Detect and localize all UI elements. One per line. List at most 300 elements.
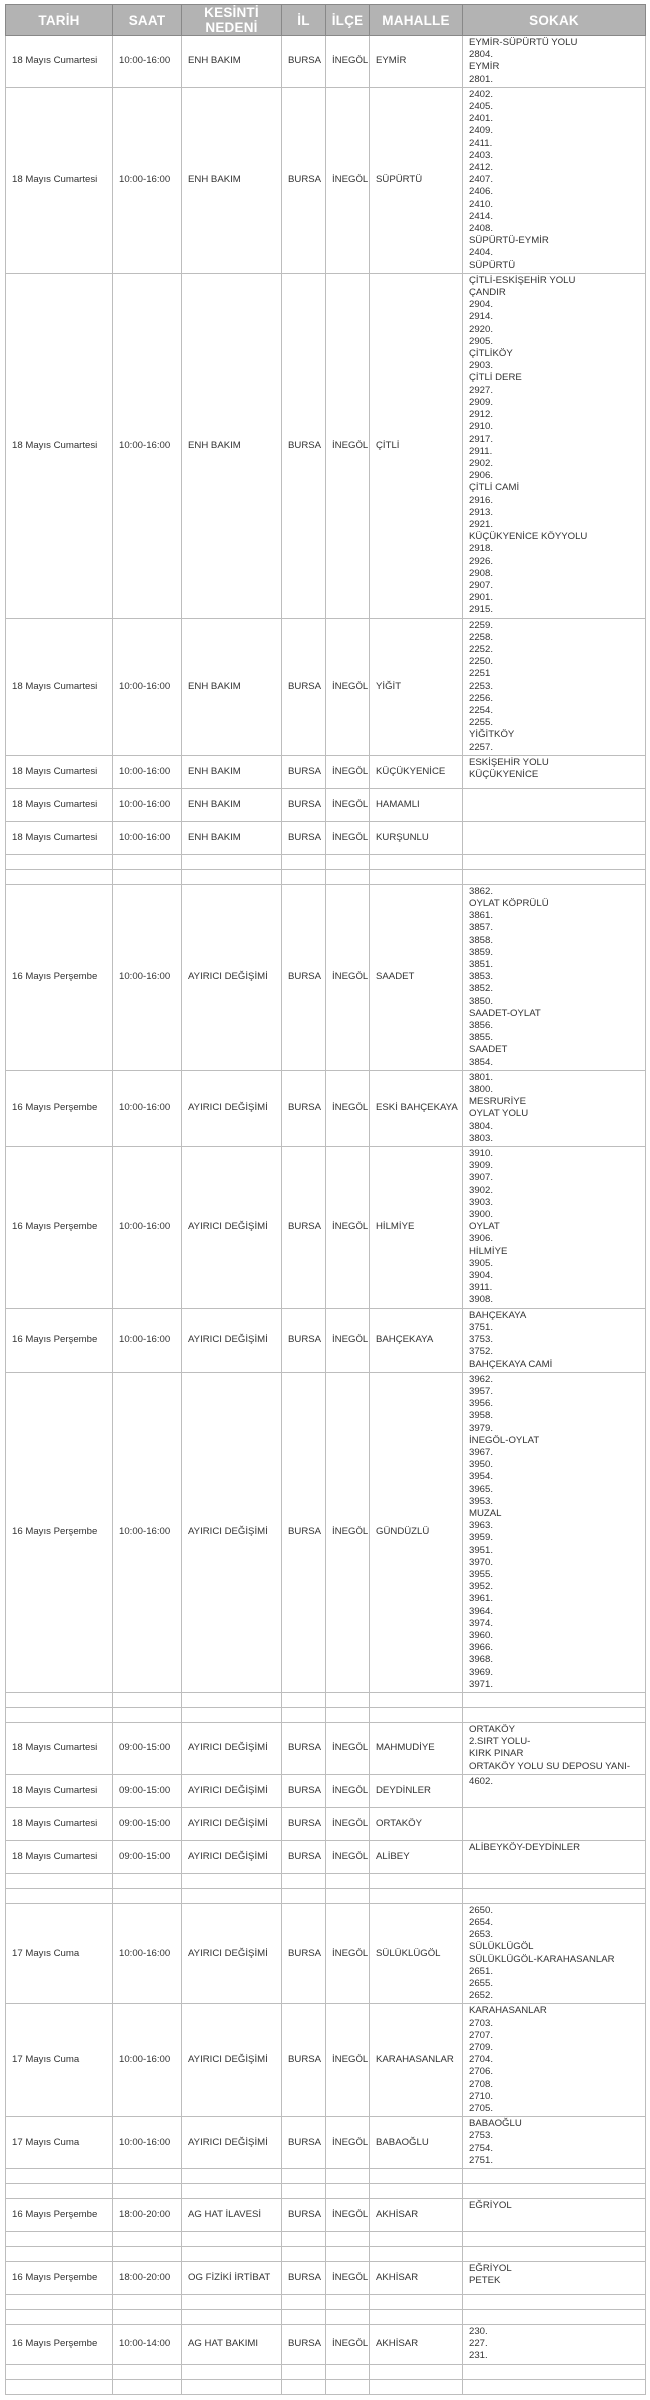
empty-cell (282, 1707, 326, 1722)
street-name: 3850. (469, 995, 494, 1007)
empty-cell (113, 2232, 182, 2247)
time-cell: 10:00-16:00 (113, 273, 182, 618)
street-name: YİĞİTKÖY (469, 729, 515, 741)
empty-cell (182, 1873, 282, 1888)
empty-cell (326, 2364, 370, 2379)
street-list-cell (463, 87, 646, 273)
street-name: 2918. (469, 543, 494, 555)
date-cell: 17 Mayıs Cuma (6, 1903, 113, 2004)
street-name: 3956. (469, 1398, 494, 1410)
reason-cell: AYIRICI DEĞİŞİMİ (182, 1308, 282, 1372)
date-cell: 16 Mayıs Perşembe (6, 2262, 113, 2295)
time-cell: 09:00-15:00 (113, 1722, 182, 1774)
street-name: 3955. (469, 1568, 494, 1580)
empty-cell (370, 1692, 463, 1707)
street-name: 2926. (469, 555, 494, 567)
empty-cell (182, 1692, 282, 1707)
table-row (6, 821, 646, 854)
empty-cell (282, 2232, 326, 2247)
street-name: 3957. (469, 1385, 494, 1397)
province-cell: BURSA (282, 618, 326, 755)
province-cell: BURSA (282, 821, 326, 854)
street-list-cell (463, 755, 646, 788)
empty-row (6, 2169, 646, 2184)
empty-cell (6, 2364, 113, 2379)
date-cell: 18 Mayıs Cumartesi (6, 87, 113, 273)
time-cell: 10:00-16:00 (113, 755, 182, 788)
empty-cell (326, 1707, 370, 1722)
date-cell: 17 Mayıs Cuma (6, 2117, 113, 2169)
time-cell: 10:00-16:00 (113, 1147, 182, 1309)
street-name: 3803. (469, 1132, 494, 1144)
street-name: ORTAKÖY (469, 1723, 516, 1735)
empty-cell (326, 2310, 370, 2325)
street-name: 3959. (469, 1532, 494, 1544)
street-name: 2903. (469, 360, 494, 372)
neighborhood-cell: AKHİSAR (370, 2325, 463, 2365)
empty-row (6, 2247, 646, 2262)
street-name: MUZAL (469, 1507, 502, 1519)
empty-row (6, 2295, 646, 2310)
street-name: 3910. (469, 1148, 494, 1160)
neighborhood-cell: YİĞİT (370, 618, 463, 755)
street-name: 3971. (469, 1678, 494, 1690)
empty-cell (113, 869, 182, 884)
empty-cell (182, 2364, 282, 2379)
empty-cell (182, 2232, 282, 2247)
empty-cell (113, 2364, 182, 2379)
table-row (6, 618, 646, 755)
empty-cell (326, 2379, 370, 2394)
street-name: 2401. (469, 113, 494, 125)
empty-cell (370, 2379, 463, 2394)
street-name: 2910. (469, 421, 494, 433)
table-row (6, 884, 646, 1070)
street-name: 2904. (469, 299, 494, 311)
street-name: 2915. (469, 604, 494, 616)
street-name: 3963. (469, 1520, 494, 1532)
empty-cell (282, 2364, 326, 2379)
empty-cell (326, 1692, 370, 1707)
street-list-cell (463, 618, 646, 755)
empty-cell (113, 1707, 182, 1722)
reason-cell: ENH BAKIM (182, 273, 282, 618)
empty-row (6, 1692, 646, 1707)
street-name: 2709. (469, 2042, 494, 2054)
street-name: 2920. (469, 323, 494, 335)
street-name: 2708. (469, 2078, 494, 2090)
empty-cell (113, 2295, 182, 2310)
table-row (6, 1774, 646, 1807)
street-name: 3952. (469, 1581, 494, 1593)
street-name: 3958. (469, 1410, 494, 1422)
district-cell: İNEGÖL (326, 1372, 370, 1692)
date-cell: 18 Mayıs Cumartesi (6, 755, 113, 788)
street-list-cell (463, 1807, 646, 1840)
time-cell: 10:00-16:00 (113, 821, 182, 854)
street-name: 2706. (469, 2066, 494, 2078)
date-cell: 18 Mayıs Cumartesi (6, 788, 113, 821)
street-name: 2250. (469, 656, 494, 668)
empty-cell (113, 2379, 182, 2394)
table-row (6, 36, 646, 88)
neighborhood-cell: ORTAKÖY (370, 1807, 463, 1840)
empty-cell (370, 869, 463, 884)
street-list-cell (463, 1070, 646, 1146)
district-cell: İNEGÖL (326, 821, 370, 854)
date-cell: 18 Mayıs Cumartesi (6, 1807, 113, 1840)
street-name: 3904. (469, 1270, 494, 1282)
empty-cell (463, 2364, 646, 2379)
province-cell: BURSA (282, 36, 326, 88)
empty-cell (113, 2310, 182, 2325)
province-cell: BURSA (282, 1807, 326, 1840)
street-name: 3966. (469, 1642, 494, 1654)
street-name: 3967. (469, 1446, 494, 1458)
district-cell: İNEGÖL (326, 87, 370, 273)
street-list-cell (463, 2199, 646, 2232)
street-name: 2405. (469, 101, 494, 113)
street-name: EYMİR-SÜPÜRTÜ YOLU (469, 37, 578, 48)
street-name: 2906. (469, 470, 494, 482)
street-name: 3950. (469, 1459, 494, 1471)
table-row (6, 1070, 646, 1146)
empty-cell (6, 1888, 113, 1903)
neighborhood-cell: HİLMİYE (370, 1147, 463, 1309)
empty-cell (6, 2379, 113, 2394)
empty-cell (370, 2184, 463, 2199)
street-name: 2408. (469, 223, 494, 235)
empty-cell (326, 1873, 370, 1888)
street-name: 2705. (469, 2103, 494, 2115)
street-name: 2912. (469, 409, 494, 421)
empty-cell (463, 2379, 646, 2394)
street-name: EYMİR (469, 61, 500, 73)
date-cell: 18 Mayıs Cumartesi (6, 1774, 113, 1807)
street-name: 2409. (469, 125, 494, 137)
empty-cell (463, 1888, 646, 1903)
empty-cell (6, 2169, 113, 2184)
empty-cell (326, 2184, 370, 2199)
street-name: 3800. (469, 1084, 494, 1096)
empty-cell (182, 2310, 282, 2325)
date-cell: 18 Mayıs Cumartesi (6, 618, 113, 755)
reason-cell: AYIRICI DEĞİŞİMİ (182, 1903, 282, 2004)
street-name: 3902. (469, 1184, 494, 1196)
district-cell: İNEGÖL (326, 2325, 370, 2365)
empty-cell (370, 2364, 463, 2379)
street-name: 2251 (469, 668, 491, 680)
empty-cell (370, 854, 463, 869)
street-name: 2710. (469, 2090, 494, 2102)
date-cell: 16 Mayıs Perşembe (6, 1372, 113, 1692)
street-name: 2707. (469, 2029, 494, 2041)
date-cell: 16 Mayıs Perşembe (6, 884, 113, 1070)
reason-cell: AYIRICI DEĞİŞİMİ (182, 1372, 282, 1692)
street-name: 3861. (469, 910, 494, 922)
street-name: 3909. (469, 1160, 494, 1172)
street-name: 3911. (469, 1282, 493, 1294)
neighborhood-cell: KÜÇÜKYENİCE (370, 755, 463, 788)
district-cell: İNEGÖL (326, 1840, 370, 1873)
street-name: BAHÇEKAYA CAMİ (469, 1358, 553, 1370)
street-name: 3857. (469, 922, 494, 934)
street-name: KÜÇÜKYENİCE (469, 768, 539, 780)
col-header-ilce: İLÇE (326, 5, 370, 36)
street-name: 2410. (469, 198, 494, 210)
province-cell: BURSA (282, 1722, 326, 1774)
time-cell: 18:00-20:00 (113, 2262, 182, 2295)
street-name: 2804. (469, 49, 494, 61)
street-name: 2407. (469, 174, 494, 186)
street-name: 3969. (469, 1666, 494, 1678)
empty-cell (463, 1692, 646, 1707)
neighborhood-cell: BABAOĞLU (370, 2117, 463, 2169)
province-cell: BURSA (282, 1774, 326, 1807)
street-name: 227. (469, 2338, 488, 2350)
empty-cell (282, 1888, 326, 1903)
street-name: 2655. (469, 1978, 494, 1990)
street-name: 3752. (469, 1346, 494, 1358)
empty-cell (182, 2379, 282, 2394)
street-name: ÇİTLİ-ESKİŞEHİR YOLU (469, 274, 576, 286)
time-cell: 10:00-16:00 (113, 788, 182, 821)
street-name: 3905. (469, 1257, 494, 1269)
street-name: 3862. (469, 885, 494, 897)
street-name: 2414. (469, 210, 494, 222)
street-name: 3970. (469, 1556, 494, 1568)
street-name: 3804. (469, 1120, 494, 1132)
district-cell: İNEGÖL (326, 1903, 370, 2004)
empty-cell (370, 2310, 463, 2325)
street-name: 2751. (469, 2154, 494, 2166)
date-cell: 16 Mayıs Perşembe (6, 2325, 113, 2365)
street-name: ÇİTLİ DERE (469, 372, 522, 384)
street-name: ALİBEYKÖY-DEYDİNLER (469, 1841, 581, 1853)
province-cell: BURSA (282, 884, 326, 1070)
province-cell: BURSA (282, 87, 326, 273)
col-header-mahalle: MAHALLE (370, 5, 463, 36)
table-row (6, 1807, 646, 1840)
empty-cell (463, 2184, 646, 2199)
empty-cell (326, 2295, 370, 2310)
reason-cell: AYIRICI DEĞİŞİMİ (182, 1722, 282, 1774)
street-name: 231. (469, 2350, 488, 2362)
street-name: 2256. (469, 692, 494, 704)
street-list-cell (463, 1840, 646, 1873)
date-cell: 18 Mayıs Cumartesi (6, 36, 113, 88)
street-name: 3907. (469, 1172, 494, 1184)
street-name: 2909. (469, 396, 494, 408)
time-cell: 09:00-15:00 (113, 1807, 182, 1840)
street-list-cell (463, 2004, 646, 2117)
empty-cell (182, 2295, 282, 2310)
empty-cell (326, 2247, 370, 2262)
empty-row (6, 2232, 646, 2247)
reason-cell: ENH BAKIM (182, 755, 282, 788)
neighborhood-cell: KARAHASANLAR (370, 2004, 463, 2117)
reason-cell: ENH BAKIM (182, 788, 282, 821)
table-row (6, 755, 646, 788)
empty-cell (6, 1692, 113, 1707)
table-row (6, 1722, 646, 1774)
province-cell: BURSA (282, 2262, 326, 2295)
time-cell: 10:00-16:00 (113, 618, 182, 755)
street-name: KIRK PINAR (469, 1748, 524, 1760)
street-name: 3951. (469, 1544, 494, 1556)
street-name: SAADET-OYLAT (469, 1007, 541, 1019)
street-name: 2911. (469, 445, 493, 457)
empty-cell (370, 2295, 463, 2310)
street-list-cell (463, 2325, 646, 2365)
empty-cell (463, 2310, 646, 2325)
neighborhood-cell: SÜLÜKLÜGÖL (370, 1903, 463, 2004)
reason-cell: AG HAT İLAVESİ (182, 2199, 282, 2232)
table-row (6, 87, 646, 273)
street-name: 2.SIRT YOLU- (469, 1736, 531, 1748)
street-name: 2905. (469, 335, 494, 347)
empty-cell (370, 1707, 463, 1722)
reason-cell: AYIRICI DEĞİŞİMİ (182, 1807, 282, 1840)
street-name: 3855. (469, 1032, 494, 1044)
street-name: SÜPÜRTÜ (469, 259, 516, 271)
street-name: PETEK (469, 2275, 501, 2287)
street-name: BAHÇEKAYA (469, 1309, 527, 1321)
empty-row (6, 854, 646, 869)
neighborhood-cell: MAHMUDİYE (370, 1722, 463, 1774)
time-cell: 10:00-16:00 (113, 87, 182, 273)
street-name: 3854. (469, 1056, 494, 1068)
street-name: 2914. (469, 311, 494, 323)
time-cell: 10:00-16:00 (113, 1903, 182, 2004)
empty-cell (463, 2169, 646, 2184)
empty-cell (6, 2232, 113, 2247)
empty-cell (463, 854, 646, 869)
date-cell: 18 Mayıs Cumartesi (6, 1722, 113, 1774)
table-row (6, 2117, 646, 2169)
street-name: 3859. (469, 946, 494, 958)
time-cell: 10:00-16:00 (113, 2117, 182, 2169)
street-name: EĞRİYOL (469, 2263, 512, 2275)
neighborhood-cell: HAMAMLI (370, 788, 463, 821)
street-name: 2412. (469, 162, 494, 174)
province-cell: BURSA (282, 2004, 326, 2117)
street-name: 2652. (469, 1990, 494, 2002)
street-name: 2253. (469, 680, 494, 692)
province-cell: BURSA (282, 755, 326, 788)
street-name: 2908. (469, 567, 494, 579)
street-list-cell (463, 788, 646, 821)
reason-cell: ENH BAKIM (182, 36, 282, 88)
district-cell: İNEGÖL (326, 1722, 370, 1774)
reason-cell: AYIRICI DEĞİŞİMİ (182, 2117, 282, 2169)
empty-cell (326, 854, 370, 869)
street-name: 3900. (469, 1209, 494, 1221)
empty-cell (282, 2169, 326, 2184)
street-name: 2254. (469, 704, 494, 716)
time-cell: 10:00-14:00 (113, 2325, 182, 2365)
street-list-cell (463, 1903, 646, 2004)
street-name: 2404. (469, 247, 494, 259)
street-name: 3960. (469, 1629, 494, 1641)
street-name: 2916. (469, 494, 494, 506)
time-cell: 18:00-20:00 (113, 2199, 182, 2232)
empty-cell (463, 2295, 646, 2310)
neighborhood-cell: AKHİSAR (370, 2262, 463, 2295)
empty-cell (326, 2169, 370, 2184)
reason-cell: OG FİZİKİ İRTİBAT (182, 2262, 282, 2295)
district-cell: İNEGÖL (326, 755, 370, 788)
date-cell: 16 Mayıs Perşembe (6, 1147, 113, 1309)
col-header-tarih: TARİH (6, 5, 113, 36)
table-row (6, 1147, 646, 1309)
street-name: 2654. (469, 1917, 494, 1928)
street-name: 3964. (469, 1605, 494, 1617)
neighborhood-cell: ALİBEY (370, 1840, 463, 1873)
empty-cell (370, 2169, 463, 2184)
district-cell: İNEGÖL (326, 2262, 370, 2295)
reason-cell: ENH BAKIM (182, 821, 282, 854)
table-header-row (6, 5, 646, 36)
street-name: SÜLÜKLÜGÖL-KARAHASANLAR (469, 1953, 615, 1965)
street-list-cell (463, 2262, 646, 2295)
neighborhood-cell: ESKİ BAHÇEKAYA (370, 1070, 463, 1146)
empty-cell (6, 1707, 113, 1722)
street-name: SÜLÜKLÜGÖL (469, 1941, 534, 1953)
neighborhood-cell: BAHÇEKAYA (370, 1308, 463, 1372)
empty-cell (463, 2247, 646, 2262)
street-name: HİLMİYE (469, 1245, 508, 1257)
neighborhood-cell: DEYDİNLER (370, 1774, 463, 1807)
street-name: OYLAT YOLU (469, 1108, 529, 1120)
street-name: ESKİŞEHİR YOLU (469, 756, 549, 768)
time-cell: 10:00-16:00 (113, 36, 182, 88)
empty-cell (182, 854, 282, 869)
empty-cell (282, 1692, 326, 1707)
col-header-saat: SAAT (113, 5, 182, 36)
empty-row (6, 1707, 646, 1722)
province-cell: BURSA (282, 2199, 326, 2232)
street-name: 2651. (469, 1965, 494, 1977)
street-list-cell (463, 36, 646, 88)
street-name: 2703. (469, 2017, 494, 2029)
reason-cell: AYIRICI DEĞİŞİMİ (182, 1840, 282, 1873)
street-list-cell (463, 2117, 646, 2169)
street-list-cell (463, 1774, 646, 1807)
street-name: İNEGÖL-OYLAT (469, 1434, 540, 1446)
street-name: ORTAKÖY YOLU SU DEPOSU YANI- (469, 1760, 631, 1772)
empty-cell (113, 1692, 182, 1707)
neighborhood-cell: AKHİSAR (370, 2199, 463, 2232)
street-name: KARAHASANLAR (469, 2005, 547, 2017)
street-name: OYLAT KÖPRÜLÜ (469, 897, 549, 909)
date-cell: 16 Mayıs Perşembe (6, 1308, 113, 1372)
street-name: 3906. (469, 1233, 494, 1245)
empty-cell (326, 1888, 370, 1903)
street-name: 2402. (469, 88, 494, 100)
street-list-cell (463, 1147, 646, 1309)
table-row (6, 273, 646, 618)
empty-row (6, 2379, 646, 2394)
reason-cell: ENH BAKIM (182, 87, 282, 273)
empty-cell (370, 1888, 463, 1903)
empty-cell (282, 2247, 326, 2262)
reason-cell: AYIRICI DEĞİŞİMİ (182, 1147, 282, 1309)
empty-cell (6, 2184, 113, 2199)
empty-cell (463, 1707, 646, 1722)
street-name: 3968. (469, 1654, 494, 1666)
street-name: 2403. (469, 149, 494, 161)
